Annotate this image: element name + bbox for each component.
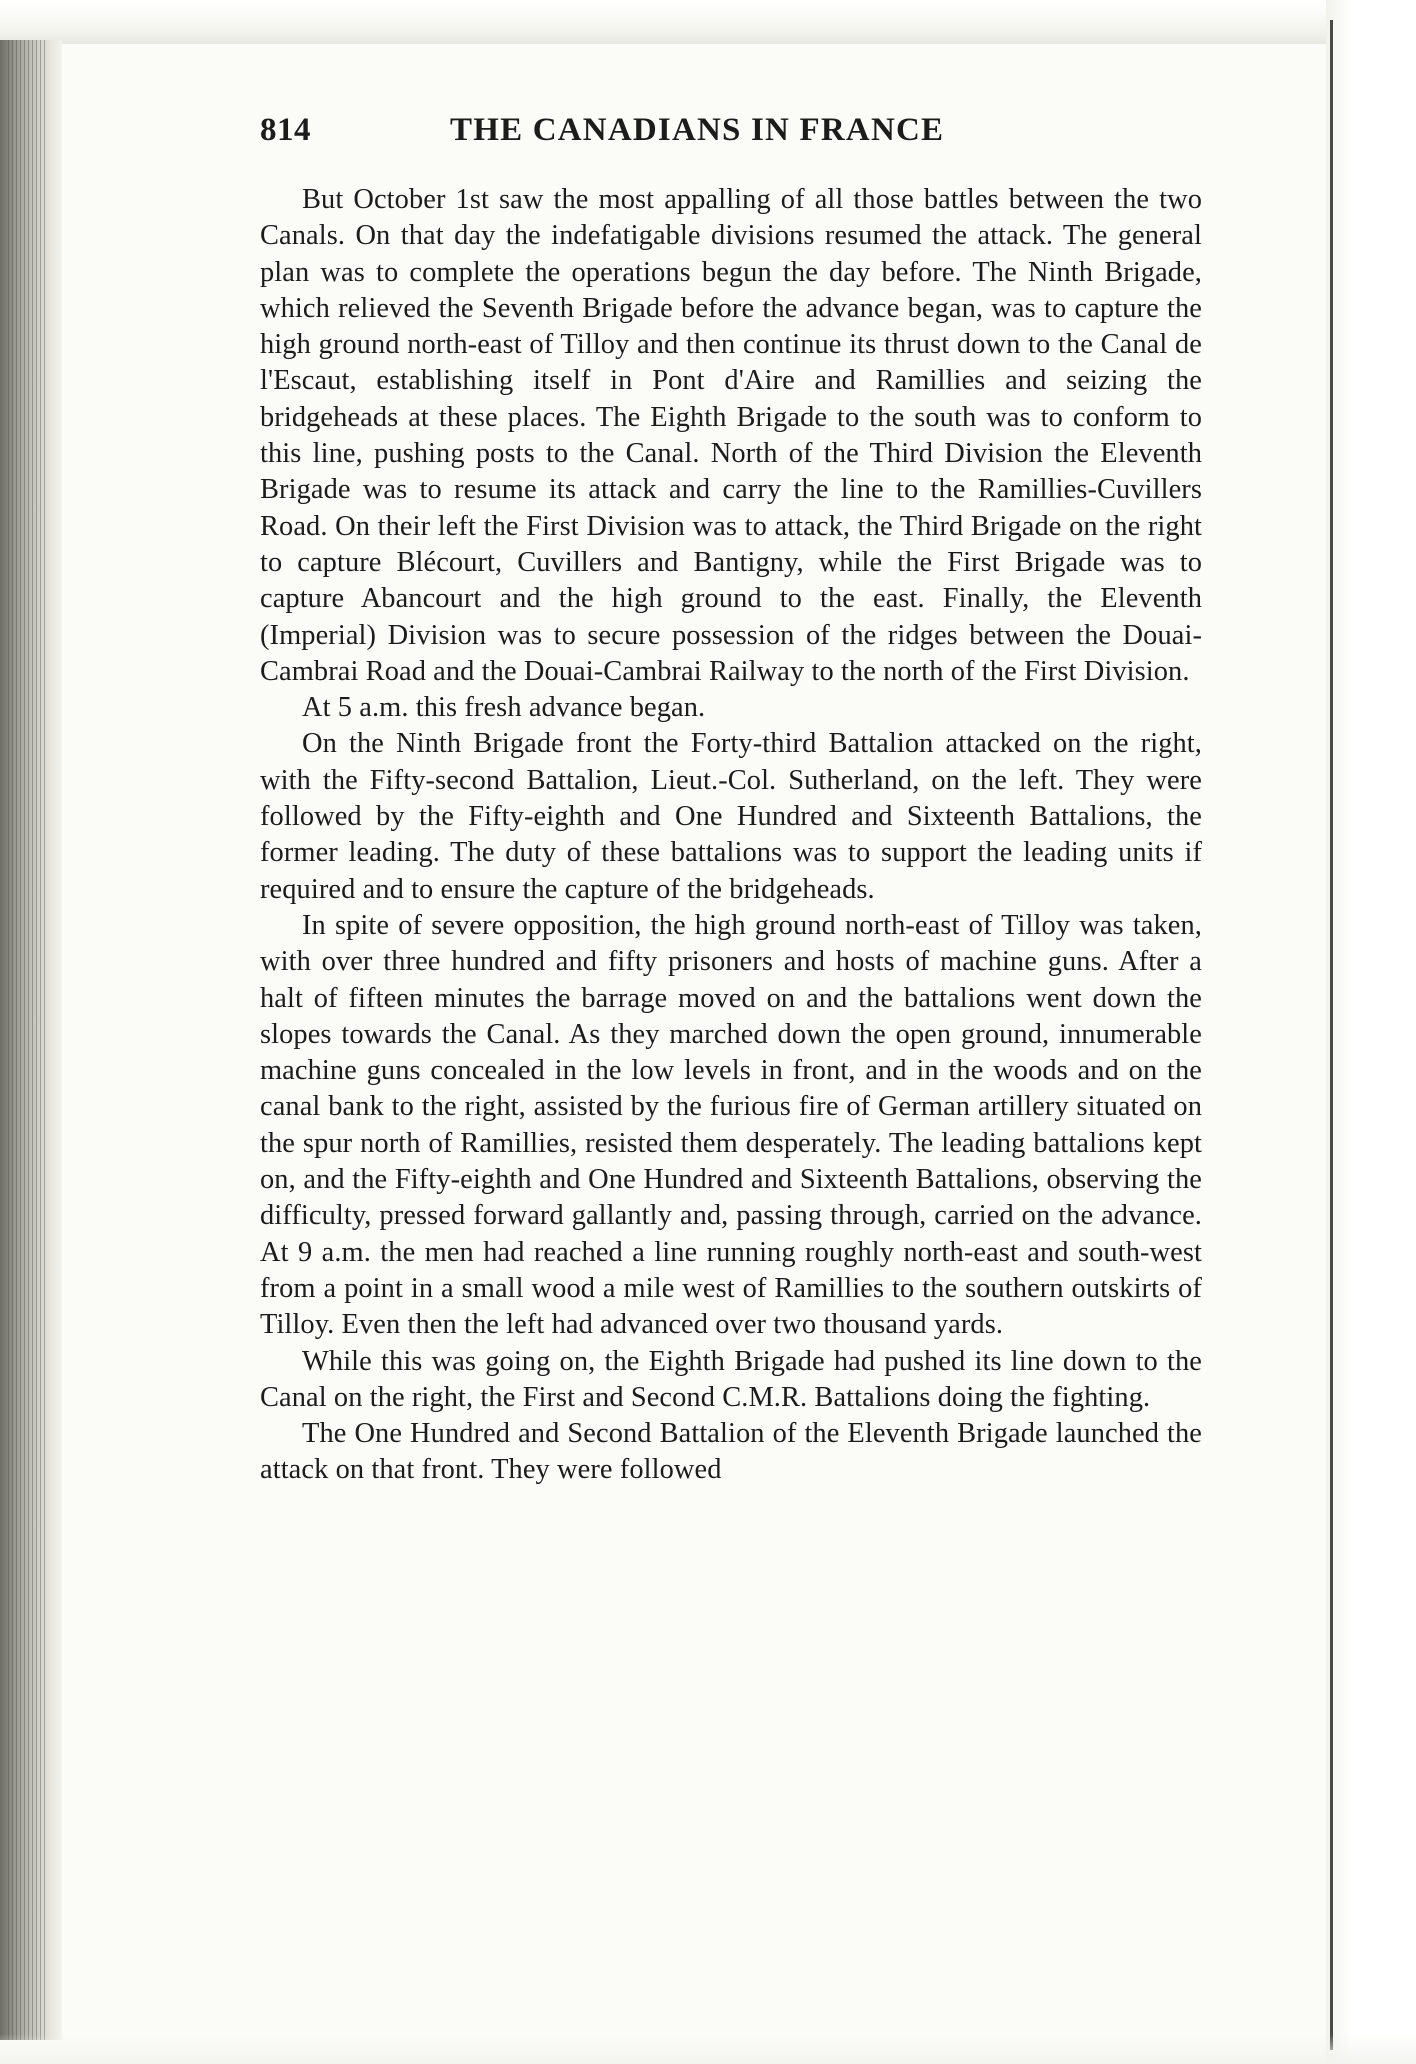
page-bottom-edge	[0, 2034, 1416, 2064]
page-number: 814	[260, 112, 311, 148]
running-title: THE CANADIANS IN FRANCE	[450, 112, 945, 148]
page-right-margin	[1326, 0, 1416, 2064]
paragraph-6: The One Hundred and Second Battalion of the Eleventh Brigade launched the attack on that front. They were followed	[260, 1418, 1202, 1486]
paragraph-5: While this was going on, the Eighth Brigade had pushed its line down to the Canal on the right, the First and Second C.M.R. Battalions doing the fighting.	[260, 1345, 1202, 1413]
page-top-edge	[0, 0, 1416, 44]
page-header	[260, 108, 1202, 162]
page-stack-lines	[8, 40, 48, 2040]
paragraph-2: At 5 a.m. this fresh advance began.	[302, 692, 706, 724]
body-text	[260, 182, 1202, 1489]
page-edge-line	[1330, 20, 1333, 2050]
book-page	[260, 108, 1202, 1489]
paragraph-3: On the Ninth Brigade front the Forty-third Battalion attacked on the right, with the Fifty-second Battalion, Lieut.-Col. Sutherland, on the left. They were followed by the Fifty-eighth and One Hundred and Sixteenth Battalions, the former leading. The duty of these battalions was to support the leading units if required and to ensure the capture of the bridgeheads.	[260, 728, 1202, 905]
paragraph-1: But October 1st saw the most appalling of all those battles between the two Canals. On that day the indefatigable divisions resumed the attack. The general plan was to complete the operations begun the day before. The Ninth Brigade, which relieved the Seventh Brigade before the advance began, was to capture the high ground north-east of Tilloy and then continue its thrust down to the Canal de l'Escaut, establishing itself in Pont d'Aire and Ramillies and seizing the bridgeheads at these places. The Eighth Brigade to the south was to conform to this line, pushing posts to the Canal. North of the Third Division the Eleventh Brigade was to resume its attack and carry the line to the Ramillies-Cuvillers Road. On their left the First Division was to attack, the Third Brigade on the right to capture Blécourt, Cuvillers and Bantigny, while the First Brigade was to capture Abancourt and the high ground to the east. Finally, the Eleventh (Imperial) Division was to secure possession of the ridges between the Douai-Cambrai Road and the Douai-Cambrai Railway to the north of the First Division.	[260, 184, 1202, 687]
paragraph-4: In spite of severe opposition, the high ground north-east of Tilloy was taken, with over three hundred and fifty prisoners and hosts of machine guns. After a halt of fifteen minutes the barrage moved on and the battalions went down the slopes towards the Canal. As they marched down the open ground, innumerable machine guns concealed in the low levels in front, and in the woods and on the canal bank to the right, assisted by the furious fire of German artillery situated on the spur north of Ramillies, resisted them desperately. The leading battalions kept on, and the Fifty-eighth and One Hundred and Sixteenth Battalions, observing the difficulty, pressed forward gallantly and, passing through, carried on the advance. At 9 a.m. the men had reached a line running roughly north-east and south-west from a point in a small wood a mile west of Ramillies to the southern outskirts of Tilloy. Even then the left had advanced over two thousand yards.	[260, 909, 1202, 1341]
